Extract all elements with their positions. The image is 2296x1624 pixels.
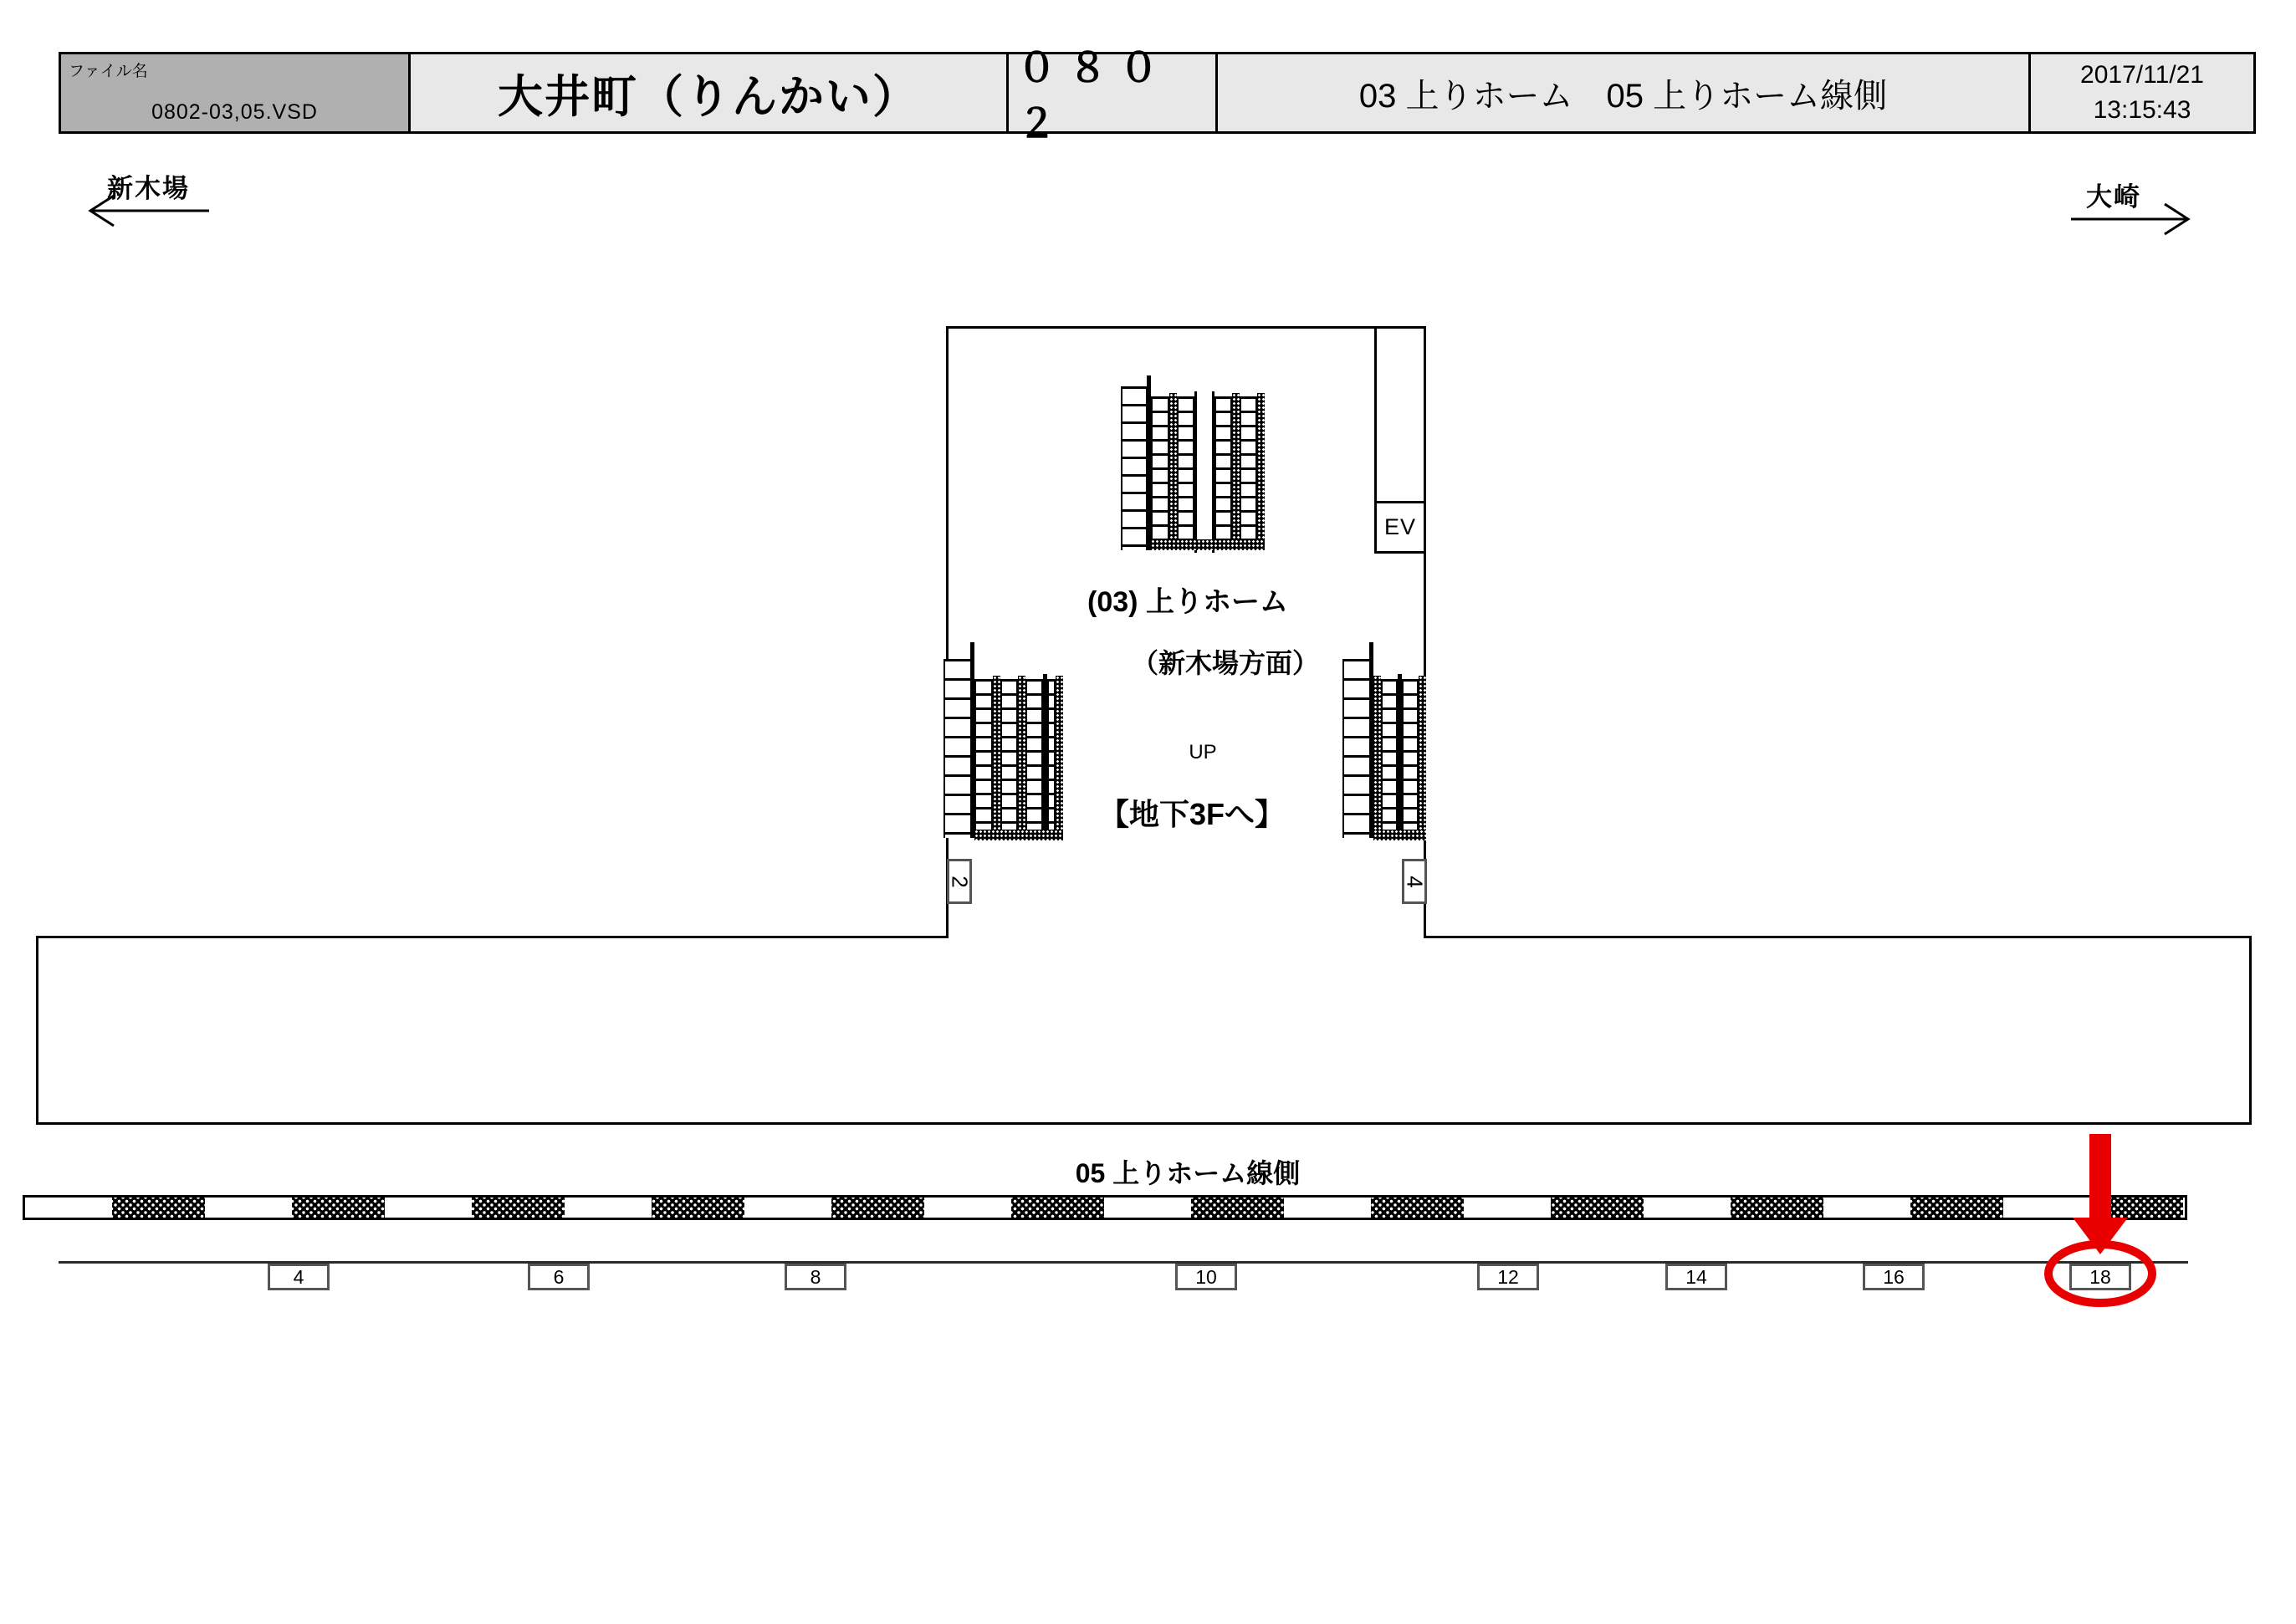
elevator-box (1374, 501, 1426, 554)
file-name-label: ファイル名 (69, 63, 148, 80)
tactile-paving-strip (23, 1195, 2187, 1220)
escalator-icon (1177, 396, 1194, 550)
escalator-comb-plate (1151, 539, 1265, 550)
file-name-cell (61, 54, 408, 131)
pillar-right-number: 4 (1402, 875, 1428, 888)
platform-name-label: (03) 上りホーム (1087, 586, 1288, 618)
stairs-icon (1121, 386, 1148, 550)
pillar-left-number: 2 (947, 875, 973, 888)
escalator-icon (1402, 679, 1419, 840)
position-marker-10: 10 (1175, 1264, 1237, 1290)
escalator-belt-icon (1419, 676, 1426, 840)
datetime-cell (2028, 54, 2253, 131)
platform-edge-bottom (36, 1122, 2252, 1125)
escalator-icon (1214, 396, 1232, 550)
position-marker-8: 8 (785, 1264, 846, 1290)
escalator-icon (1151, 396, 1169, 550)
elevator-label: EV (1383, 514, 1417, 539)
plan-wall-left (946, 326, 949, 938)
sheet-title: 03 上りホーム 05 上りホーム線側 (1215, 54, 2028, 131)
stair-destination-label: 【地下3Fへ】 (1098, 797, 1285, 831)
stair-center-aisle (1194, 391, 1214, 553)
track-side-label: 05 上りホーム線側 (1075, 1158, 1301, 1188)
stairs-icon (943, 659, 972, 838)
position-marker-16: 16 (1863, 1264, 1925, 1290)
position-marker-4: 4 (268, 1264, 330, 1290)
escalator-belt-icon (1169, 393, 1177, 550)
plan-wall-top (946, 326, 1426, 329)
highlight-overlay (1999, 1121, 2217, 1321)
plan-wall-right (1424, 326, 1426, 938)
station-code: ０８０２ (1006, 54, 1215, 131)
position-marker-6: 6 (528, 1264, 590, 1290)
platform-edge-top-left (36, 936, 949, 938)
position-marker-14: 14 (1665, 1264, 1727, 1290)
platform-edge-top-right (1424, 936, 2252, 938)
pillar-marker-left (947, 859, 972, 904)
direction-left-arrow-icon (82, 191, 224, 231)
red-arrow-icon (2089, 1134, 2111, 1221)
platform-edge-right (2249, 936, 2252, 1125)
pillar-marker-right (1402, 859, 1427, 904)
title-block (59, 45, 2256, 146)
escalator-belt-icon (1232, 393, 1240, 550)
up-label: UP (1189, 741, 1217, 763)
direction-right-label: 大崎 (2086, 182, 2141, 212)
time-value: 13:15:43 (2093, 96, 2191, 124)
escalator-belt-icon (1257, 393, 1265, 550)
station-name: 大井町（りんかい） (408, 54, 1006, 131)
platform-edge-left (36, 936, 38, 1125)
position-marker-12: 12 (1477, 1264, 1539, 1290)
direction-left-label: 新木場 (107, 174, 190, 203)
file-name-value: 0802-03,05.VSD (151, 100, 318, 124)
escalator-icon (1240, 396, 1257, 550)
direction-right-arrow-icon (2064, 199, 2215, 239)
position-marker-18: 18 (2069, 1264, 2131, 1290)
direction-note-label: （新木場方面） (1131, 648, 1319, 678)
date-value: 2017/11/21 (2080, 61, 2204, 89)
